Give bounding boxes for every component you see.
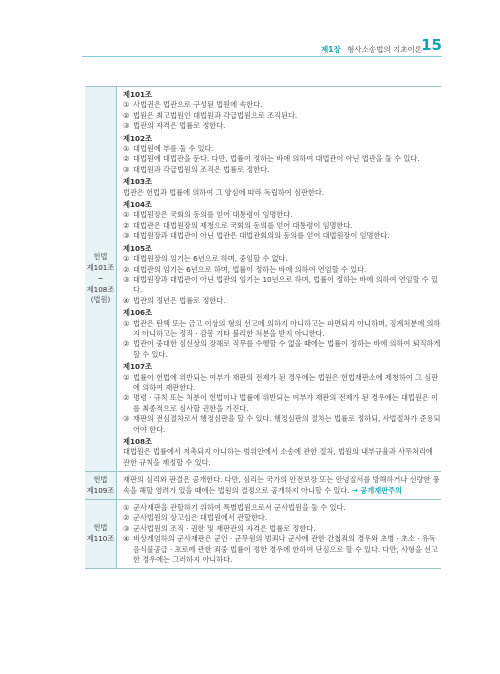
- article-title: 제106조: [123, 308, 152, 318]
- row-label: 헌법 제110조: [85, 500, 117, 569]
- row-content: [117, 500, 442, 569]
- row-label: 헌법 제101조 ~ 제108조 (법원): [85, 87, 117, 472]
- article-item: ① 법률이 헌법에 위반되는 여부가 재판의 전제가 된 경우에는 법원은 헌법재판소에 제청하여 그 심판에 의하여 재판한다.: [123, 372, 439, 392]
- row-content: [117, 87, 442, 472]
- table-row: [85, 87, 441, 472]
- article-item: ④ 비상계엄하의 군사재판은 군인 · 군무원의 범죄나 군사에 관한 간첩죄의 경우와 초병 · 초소 · 유독음식물공급 · 포로에 관한 죄중 법률이 정한 경우에 한하여 단심으로 할 수 있다. 다만, 사형을 선고한 경우에는 그러하지 아니하다.: [123, 534, 438, 565]
- article-title: 제108조: [123, 437, 152, 446]
- header-rule: [82, 56, 442, 57]
- article-item: ① 대법원장은 국회의 동의를 얻어 대통령이 임명한다.: [123, 210, 293, 220]
- cross-reference-link[interactable]: → 공개재판주의: [351, 485, 402, 495]
- row-content: [117, 472, 442, 500]
- article-text: 재판의 심리와 판결은 공개한다. 다만, 심리는 국가의 안전보장 또는 안녕질서를 방해하거나 선량한 풍속을 해할 염려가 있을 때에는 법원의 결정으로 공개하지 아니할 수 있다.: [123, 475, 440, 495]
- article-item: ② 군사법원의 상고심은 대법원에서 관할한다.: [123, 513, 268, 523]
- article-item: ② 법관이 중대한 심신상의 장해로 직무를 수행할 수 없을 때에는 법률이 정하는 바에 의하여 퇴직하게 할 수 있다.: [123, 339, 441, 359]
- row-label: 헌법 제109조: [85, 472, 117, 500]
- chapter-title: 형사소송법의 기초이론: [347, 45, 422, 54]
- article-title: 제105조: [123, 243, 152, 253]
- article-item: ① 대법원에 부를 둘 수 있다.: [123, 144, 214, 154]
- article-item: ② 법원은 최고법원인 대법원과 각급법원으로 조직된다.: [123, 110, 298, 120]
- law-table: [85, 86, 441, 569]
- article-item: 법관은 헌법과 법률에 의하여 그 양심에 따라 독립하여 심판한다.: [123, 187, 325, 197]
- article-item: ① 대법원장의 임기는 6년으로 하며, 중임할 수 없다.: [123, 254, 288, 264]
- article-title: 제104조: [123, 200, 152, 210]
- article-item: ② 대법관은 대법원장의 제청으로 국회의 동의를 얻어 대통령이 임명한다.: [123, 220, 353, 230]
- article-item: ③ 대법원장과 대법관이 아닌 법관은 대법관회의의 동의를 얻어 대법원장이 임명한다.: [123, 231, 390, 241]
- article-item: ② 대법관의 임기는 6년으로 하며, 법률이 정하는 바에 의하여 연임할 수 있다.: [123, 264, 367, 274]
- article-item: 대법원은 법률에서 저촉되지 아니하는 범위안에서 소송에 관한 절차, 법원의 내부규율과 사무처리에 관한 규칙을 제정할 수 있다.: [123, 447, 433, 467]
- running-header: [321, 44, 422, 55]
- page-number: 15: [421, 36, 442, 54]
- article-title: 제103조: [123, 177, 152, 187]
- article-item: ① 군사재판을 관할하기 위하여 특별법원으로서 군사법원을 둘 수 있다.: [123, 503, 346, 513]
- article-item: ③ 재판의 전심절차로서 행정심판을 할 수 있다. 행정심판의 절차는 법률로 정하되, 사법절차가 준용되어야 한다.: [123, 414, 441, 434]
- table-row: [85, 472, 441, 500]
- table-row: [85, 500, 441, 569]
- article-item: ③ 법관의 자격은 법률로 정한다.: [123, 121, 226, 131]
- article-item: ④ 법관의 정년은 법률로 정한다.: [123, 295, 226, 305]
- article-item: ② 대법원에 대법관을 둔다. 다만, 법률이 정하는 바에 의하여 대법관이 아닌 법관을 둘 수 있다.: [123, 154, 420, 164]
- article-item: ③ 군사법원의 조직 · 권한 및 재판관의 자격은 법률로 정한다.: [123, 523, 316, 533]
- article-item: ① 법관은 탄핵 또는 금고 이상의 형의 선고에 의하지 아니하고는 파면되지 아니하며, 징계처분에 의하지 아니하고는 정직 · 감봉 기타 불리한 처분을 받지 아니한다.: [123, 318, 441, 338]
- article-title: 제107조: [123, 362, 152, 372]
- article-item: ③ 대법원장과 대법관이 아닌 법관의 임기는 10년으로 하며, 법률이 정하는 바에 의하여 연임할 수 있다.: [123, 274, 438, 295]
- article-item: ① 사법권은 법관으로 구성된 법원에 속한다.: [123, 100, 263, 110]
- article-title: 제101조: [123, 90, 152, 99]
- chapter-label: 제1장: [321, 45, 341, 54]
- article-item: ③ 대법원과 각급법원의 조직은 법률로 정한다.: [123, 164, 270, 174]
- article-item: ② 명령 · 규칙 또는 처분이 헌법이나 법률에 위반되는 여부가 재판의 전제가 된 경우에는 대법원은 이를 최종적으로 심사할 권한을 가진다.: [123, 393, 439, 413]
- article-title: 제102조: [123, 133, 152, 143]
